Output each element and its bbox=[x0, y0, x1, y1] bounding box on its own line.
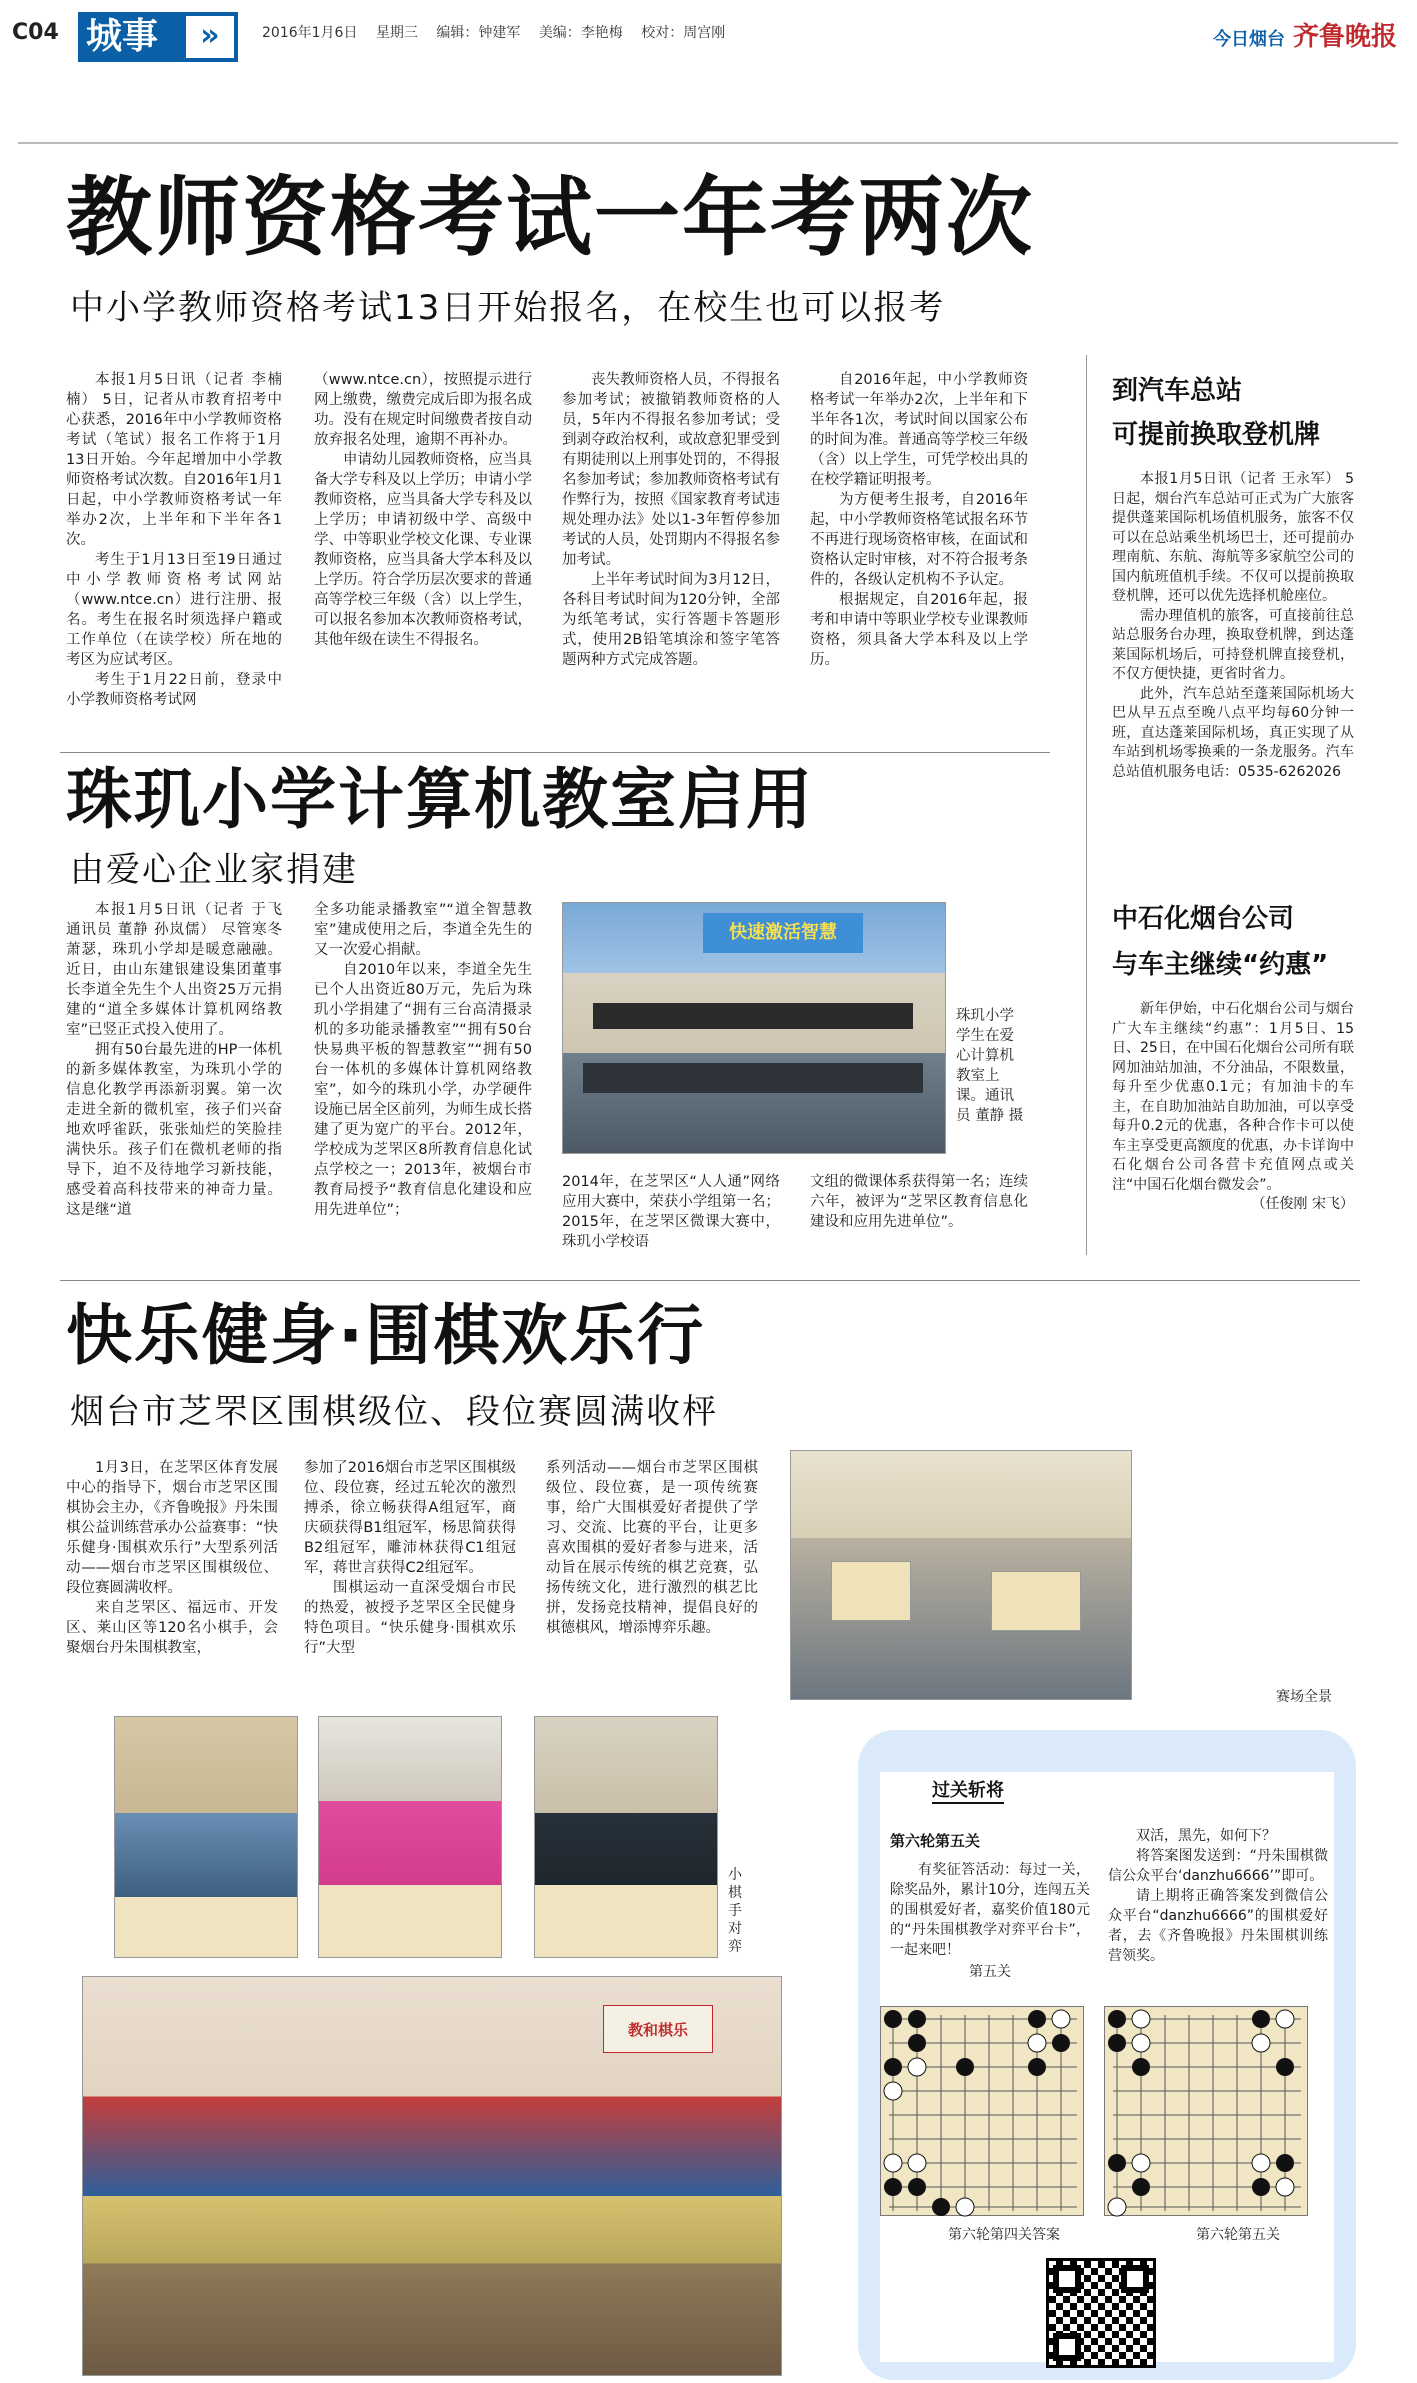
sidebar1-para: 本报1月5日讯（记者 王永军） 5日起，烟台汽车总站可正式为广大旅客提供蓬莱国际机场值机服务，旅客不仅可以在总站乘坐机场巴士，还可提前办理南航、东航、海航等多家航空公司的国内航班值机手续。不仅可以提前换取登机牌，还可以优先选择机舱座位。 bbox=[1112, 471, 1354, 604]
article3-para: 来自芝罘区、福远市、开发区、莱山区等120名小棋手，会聚烟台丹朱围棋教室， bbox=[66, 1600, 278, 1656]
qr-finder bbox=[1053, 2333, 1081, 2361]
brand bbox=[1213, 16, 1397, 53]
article2-para: 拥有50台最先进的HP一体机的新多媒体教室，为珠玑小学的信息化教学再添新羽翼。第一次走进全新的微机室，孩子们兴奋地欢呼雀跃，张张灿烂的笑脸挂满快乐。孩子们在微机老师的指导下，迫不及待地学习新技能，感受着高科技带来的神奇力量。这是继“道 bbox=[66, 1042, 282, 1218]
go-board-question bbox=[1104, 2006, 1308, 2216]
sidebar1-title-line1: 到汽车总站 bbox=[1112, 376, 1243, 406]
sidebar2-title-line1: 中石化烟台公司 bbox=[1112, 904, 1295, 934]
venue-photo bbox=[790, 1450, 1132, 1700]
article1-para: 根据规定，自2016年起，报考和申请中等职业学校专业课教师资格，须具备大学本科及以上学历。 bbox=[810, 592, 1028, 668]
article1-col3 bbox=[562, 370, 780, 670]
puzzle-question: 双活，黑先，如何下？ bbox=[1136, 1828, 1276, 1844]
go-board bbox=[831, 1561, 911, 1621]
article2-para: 2014年，在芝罘区“人人通”网络应用大赛中，荣获小学组第一名；2015年，在芝罘区微课大赛中，珠玑小学校语 bbox=[562, 1174, 780, 1250]
article1-para: （www.ntce.cn），按照提示进行网上缴费，缴费完成后即为报名成功。没有在规定时间缴费者按自动放弃报名处理，逾期不再补办。 bbox=[314, 372, 532, 448]
paper-logo: 齐鲁晚报 bbox=[1292, 22, 1397, 52]
sidebar1-title-line2: 可提前换取登机牌 bbox=[1112, 420, 1321, 450]
article1-col2 bbox=[314, 370, 532, 650]
game-photo-2 bbox=[318, 1716, 502, 1958]
puzzle-left-text bbox=[890, 1860, 1090, 1982]
photo-banner: 快速激活智慧 bbox=[703, 913, 863, 953]
go-board-answer bbox=[880, 2006, 1084, 2216]
article1-para: 丧失教师资格人员，不得报名参加考试；被撤销教师资格的人员，5年内不得报名参加考试；受到剥夺政治权利，或故意犯罪受到有期徒刑以上刑事处罚的，不得报名参加考试；参加教师资格考试有作弊行为，按照《国家教育考试违规处理办法》处以1-3年暂停参加考试的人员，处罚期内不得报名参加考试。 bbox=[562, 372, 780, 568]
article1-para: 本报1月5日讯（记者 李楠楠） 5日，记者从市教育招考中心获悉，2016年中小学教师资格考试（笔试）报名工作将于1月13日开始。今年起增加中小学教师资格考试次数。自2016年1月1日起，中小学教师资格考试一年举办2次，上半年和下半年各1次。 bbox=[66, 372, 282, 548]
article1-title: 教师资格考试一年考两次 bbox=[66, 168, 1034, 268]
article2-subtitle: 由爱心企业家捐建 bbox=[70, 850, 358, 890]
monitor-row bbox=[593, 1003, 913, 1029]
article2-para: 全多功能录播教室”“道全智慧教室”建成使用之后，李道全先生的又一次爱心捐献。 bbox=[314, 902, 532, 958]
sidebar2-body bbox=[1112, 1000, 1354, 1215]
article3-para: 围棋运动一直深受烟台市民的热爱，被授予芝罘区全民健身特色项目。“快乐健身·围棋欢乐行”大型 bbox=[304, 1580, 516, 1656]
page-meta bbox=[262, 22, 739, 42]
game-photos-caption: 小棋手对弈 bbox=[728, 1867, 742, 1955]
article2-col3 bbox=[562, 1172, 780, 1252]
computer-class-caption: 珠玑小学学生在爱心计算机教室上课。通讯员 董静 摄 bbox=[956, 1008, 1024, 1124]
proofreader-credit: 校对：周宫刚 bbox=[641, 25, 726, 41]
puzzle-title: 过关斩将 bbox=[932, 1776, 1004, 1804]
puzzle-level-label: 第五关 bbox=[969, 1964, 1011, 1980]
go-board-question-grid bbox=[1105, 2007, 1309, 2217]
article2-title: 珠玑小学计算机教室启用 bbox=[66, 761, 814, 838]
group-photo-banner: 教和棋乐 bbox=[603, 2005, 713, 2053]
article1-para: 考生于1月13日至19日通过中小学教师资格考试网站（www.ntce.cn）进行注册、报名。考生在报名时须选择户籍或工作单位（在读学校）所在地的考区为应试考区。 bbox=[66, 552, 282, 668]
page-number: C04 bbox=[12, 20, 59, 45]
article2-rule bbox=[60, 752, 1050, 753]
section-label: 城事 bbox=[78, 12, 238, 62]
designer-credit: 美编：李艳梅 bbox=[538, 25, 623, 41]
article2-para: 自2010年以来，李道全先生已个人出资近80万元，先后为珠玑小学捐建了“拥有三台高清摄录机的多功能录播教室”“拥有50台快易典平板的智慧教室”“拥有50台一体机的多媒体计算机网络教室”，如今的珠玑小学，办学硬件设施已居全区前列，为师生成长搭建了更为宽广的平台。2012年，学校成为芝罘区8所教育信息化试点学校之一；2013年，被烟台市教育局授予“教育信息化建设和应用先进单位”； bbox=[314, 962, 532, 1218]
sidebar1-para: 此外，汽车总站至蓬莱国际机场大巴从早五点至晚八点平均每60分钟一班，直达蓬莱国际机场，真正实现了从车站到机场零换乘的一条龙服务。汽车总站值机服务电话：0535-6262026 bbox=[1112, 685, 1354, 780]
article3-col1 bbox=[66, 1458, 278, 1658]
article3-para: 1月3日，在芝罘区体育发展中心的指导下，烟台市芝罘区围棋协会主办，《齐鲁晚报》丹朱围棋公益训练营承办公益赛事：“快乐健身·围棋欢乐行”大型系列活动——烟台市芝罘区围棋级位、段位赛圆满收枰。 bbox=[66, 1460, 278, 1596]
go-board bbox=[991, 1571, 1081, 1631]
article1-para: 申请幼儿园教师资格，应当具备大学专科及以上学历；申请小学教师资格，应当具备大学专科及以上学历；申请初级中学、高级中学、中等职业学校文化课、专业课教师资格，应当具备大学本科及以上学历。符合学历层次要求的普通高等学校三年级（含）以上学生，可以报名参加本次教师资格考试，其他年级在读生不得报名。 bbox=[314, 452, 532, 648]
qr-code bbox=[1046, 2258, 1156, 2368]
article2-para: 文组的微课体系获得第一名；连续六年，被评为“芝罘区教育信息化建设和应用先进单位”。 bbox=[810, 1174, 1028, 1230]
sidebar2-byline: （任俊刚 宋飞） bbox=[1251, 1196, 1354, 1212]
article3-col2 bbox=[304, 1458, 516, 1658]
puzzle-intro: 有奖征答活动：每过一关，除奖品外，累计10分，连闯五关的围棋爱好者，嘉奖价值180元的“丹朱围棋教学对弈平台卡”，一起来吧！ bbox=[890, 1862, 1090, 1958]
issue-weekday: 星期三 bbox=[375, 25, 418, 41]
sidebar2-title-line2: 与车主继续“约惠” bbox=[1112, 950, 1329, 980]
article1-subtitle: 中小学教师资格考试13日开始报名，在校生也可以报考 bbox=[70, 288, 946, 328]
puzzle-follow-info: 请上期将正确答案发到微信公众平台“danzhu6666”的围棋爱好者，去《齐鲁晚报》丹朱围棋训练营领奖。 bbox=[1108, 1888, 1328, 1964]
article2-para: 本报1月5日讯（记者 于飞 通讯员 董静 孙岚儒） 尽管寒冬萧瑟，珠玑小学却是暖意融融。近日，由山东建银建设集团董事长李道全先生个人出资25万元捐建的“道全多媒体计算机网络教室”已竖正式投入使用了。 bbox=[66, 902, 282, 1038]
article1-col4 bbox=[810, 370, 1028, 670]
game-photo-3 bbox=[534, 1716, 718, 1958]
article1-para: 考生于1月22日前，登录中小学教师资格考试网 bbox=[66, 672, 282, 708]
monitor-row bbox=[583, 1063, 923, 1093]
article1-para: 上半年考试时间为3月12日，各科目考试时间为120分钟，全部为纸笔考试，实行答题卡答题形式，使用2B铅笔填涂和签字笔答题两种方式完成答题。 bbox=[562, 572, 780, 668]
sidebar-divider bbox=[1086, 355, 1087, 1255]
article2-col2 bbox=[314, 900, 532, 1220]
header-rule bbox=[18, 142, 1398, 144]
puzzle-send-info: 将答案图发送到：“丹朱围棋微信公众平台‘danzhu6666’”即可。 bbox=[1108, 1848, 1328, 1884]
issue-date: 2016年1月6日 bbox=[262, 25, 358, 41]
article3-para: 参加了2016烟台市芝罘区围棋级位、段位赛，经过五轮次的激烈搏杀，徐立畅获得A组冠军，商庆硕获得B1组冠军，杨思简获得B2组冠军，雕沛林获得C1组冠军，蒋世言获得C2组冠军。 bbox=[304, 1460, 516, 1576]
puzzle-right-text bbox=[1108, 1826, 1328, 1966]
column-name: 今日烟台 bbox=[1212, 29, 1285, 50]
article3-col3 bbox=[546, 1458, 758, 1638]
article3-para: 系列活动——烟台市芝罘区围棋级位、段位赛，是一项传统赛事，给广大围棋爱好者提供了学习、交流、比赛的平台，让更多喜欢围棋的爱好者参与进来，活动旨在展示传统的棋艺竞赛，弘扬传统文化，进行激烈的棋艺比拼，发扬竞技精神，提倡良好的棋德棋风，增添博弈乐趣。 bbox=[546, 1460, 758, 1636]
qr-finder bbox=[1053, 2265, 1081, 2293]
article3-subtitle: 烟台市芝罘区围棋级位、段位赛圆满收枰 bbox=[70, 1392, 718, 1432]
sidebar2-para: 新年伊始，中石化烟台公司与烟台广大车主继续“约惠”：1月5日、15日、25日，在中国石化烟台公司所有联网加油站加油，不分油品，不限数量，每升至少优惠0.1元；有加油卡的车主，在自助加油站自助加油，可以享受每升0.2元的优惠，各种合作卡可以使车主享受更高额度的优惠，办卡详询中石化烟台公司各营卡充值网点或关注“中国石化烟台微发会”。 bbox=[1112, 1001, 1354, 1193]
article2-col4 bbox=[810, 1172, 1028, 1232]
article2-col1 bbox=[66, 900, 282, 1220]
article3-rule bbox=[60, 1280, 1360, 1281]
qr-finder bbox=[1121, 2265, 1149, 2293]
article1-para: 为方便考生报考，自2016年起，中小学教师资格笔试报名环节不再进行现场资格审核，在面试和资格认定时审核，对不符合报考条件的，各级认定机构不予认定。 bbox=[810, 492, 1028, 588]
board2-caption: 第六轮第五关 bbox=[1196, 2227, 1280, 2243]
venue-photo-caption: 赛场全景 bbox=[1276, 1689, 1332, 1705]
puzzle-round-label: 第六轮第五关 bbox=[890, 1832, 981, 1850]
section-arrow-icon: » bbox=[182, 12, 238, 62]
sidebar1-body bbox=[1112, 470, 1354, 782]
group-photo bbox=[82, 1976, 782, 2376]
editor-credit: 编辑：钟建军 bbox=[436, 25, 521, 41]
go-board-answer-grid bbox=[881, 2007, 1085, 2217]
article3-title: 快乐健身·围棋欢乐行 bbox=[66, 1297, 706, 1374]
article1-para: 自2016年起，中小学教师资格考试一年举办2次，上半年和下半年各1次，考试时间以国家公布的时间为准。普通高等学校三年级（含）以上学生，可凭学校出具的在校学籍证明报考。 bbox=[810, 372, 1028, 488]
article1-col1 bbox=[66, 370, 282, 710]
computer-class-photo bbox=[562, 902, 946, 1154]
game-photo-1 bbox=[114, 1716, 298, 1958]
board1-caption: 第六轮第四关答案 bbox=[948, 2227, 1060, 2243]
sidebar1-para: 需办理值机的旅客，可直接前往总站总服务台办理，换取登机牌，到达蓬莱国际机场后，可持登机牌直接登机，不仅方便快捷，更省时省力。 bbox=[1112, 607, 1354, 682]
